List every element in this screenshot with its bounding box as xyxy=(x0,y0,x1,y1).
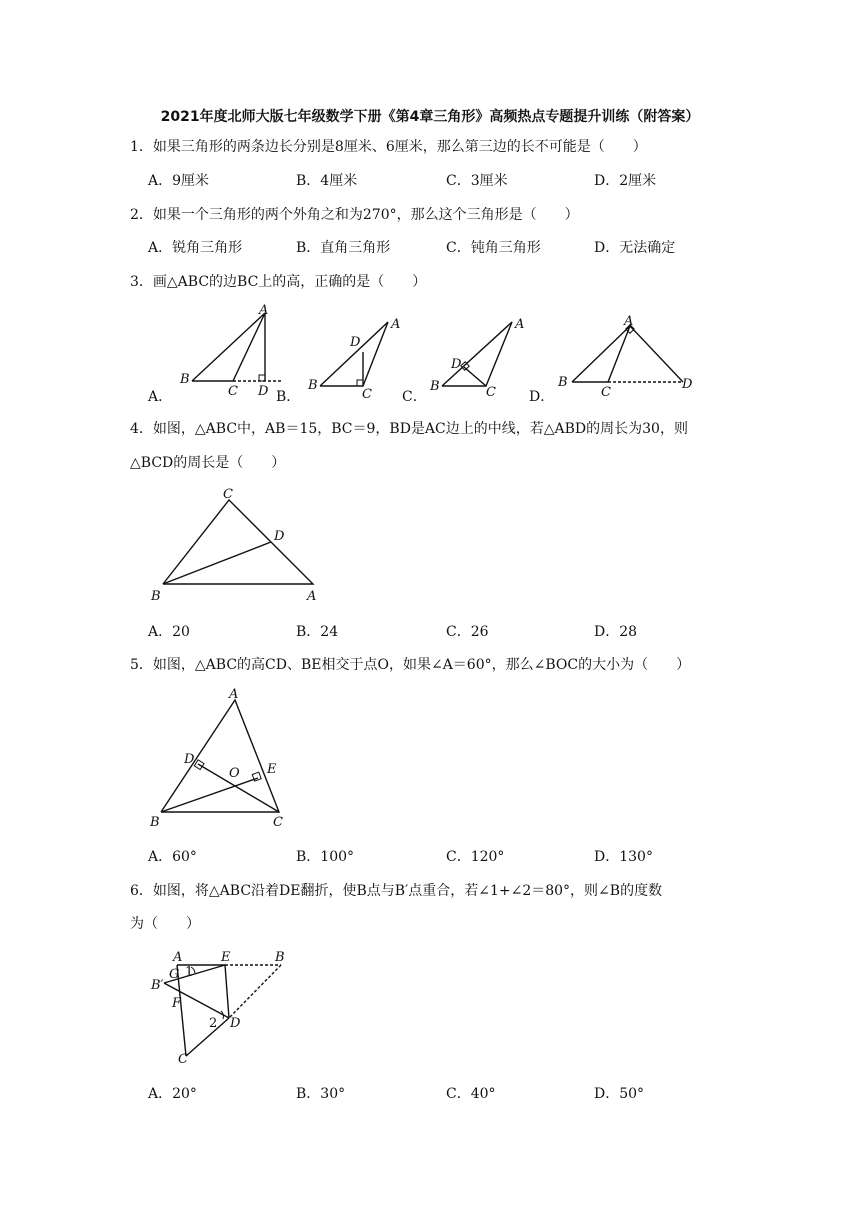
q4-label-c: C xyxy=(223,487,233,502)
q6-label-a: A xyxy=(173,950,183,965)
q6-label-e: E xyxy=(221,950,231,965)
q3c-label-a: A xyxy=(515,317,525,332)
q3b-label-d: D xyxy=(350,335,361,350)
question-2-option-d: D．无法确定 xyxy=(594,240,676,256)
q6-label-angle-1: 1 xyxy=(185,965,194,980)
question-1-option-b: B．4厘米 xyxy=(296,173,358,189)
q3c-label-c: C xyxy=(486,385,496,400)
question-3-option-a: A． xyxy=(148,389,173,405)
q6-label-c: C xyxy=(178,1052,188,1067)
q3b-label-b: B xyxy=(308,378,318,393)
q3-figure-c xyxy=(426,308,536,400)
question-4-option-b: B．24 xyxy=(296,624,339,640)
q5-label-d: D xyxy=(184,752,195,767)
q3b-label-a: A xyxy=(391,317,401,332)
question-1-option-d: D．2厘米 xyxy=(594,173,657,189)
q5-label-a: A xyxy=(229,687,239,702)
question-6-stem-line-1: 6．如图，将△ABC沿着DE翻折，使B点与B′点重合，若∠1+∠2＝80°，则∠B的度数 xyxy=(130,883,663,899)
q6-figure xyxy=(145,945,305,1065)
q6-label-b-prime: B′ xyxy=(151,978,164,993)
q5-label-c: C xyxy=(273,815,283,830)
question-2-option-b: B．直角三角形 xyxy=(296,240,391,256)
q6-label-g: G xyxy=(169,967,180,982)
q5-label-b: B xyxy=(150,815,160,830)
question-1-option-c: C．3厘米 xyxy=(446,173,508,189)
q4-label-b: B xyxy=(151,589,161,604)
q6-label-d: D xyxy=(230,1016,241,1031)
q3a-label-d: D xyxy=(258,384,269,399)
question-1-stem: 1．如果三角形的两条边长分别是8厘米、6厘米，那么第三边的长不可能是（ ） xyxy=(130,139,647,155)
q3a-label-c: C xyxy=(228,384,238,399)
question-5-stem: 5．如图，△ABC的高CD、BE相交于点O，如果∠A＝60°，那么∠BOC的大小为（ ） xyxy=(130,657,691,673)
question-3-stem: 3．画△ABC的边BC上的高，正确的是（ ） xyxy=(130,274,427,290)
question-2-stem: 2．如果一个三角形的两个外角之和为270°，那么这个三角形是（ ） xyxy=(130,207,579,223)
q6-label-angle-2: 2 xyxy=(209,1016,218,1031)
page-title: 2021年度北师大版七年级数学下册《第4章三角形》高频热点专题提升训练（附答案） xyxy=(160,109,700,125)
question-5-option-a: A．60° xyxy=(148,849,197,865)
q6-label-f: F xyxy=(172,996,182,1011)
question-3-option-c: C． xyxy=(402,389,427,405)
q3d-label-c: C xyxy=(601,385,611,400)
q3d-label-d: D xyxy=(682,377,693,392)
q4-figure xyxy=(145,480,335,610)
q5-label-o: O xyxy=(229,766,240,781)
question-4-option-a: A．20 xyxy=(148,624,190,640)
q3d-label-b: B xyxy=(558,375,568,390)
question-6-stem-line-2: 为（ ） xyxy=(130,916,200,932)
question-4-option-d: D．28 xyxy=(594,624,638,640)
q3a-label-a: A xyxy=(259,303,269,318)
question-3-option-d: D． xyxy=(529,389,555,405)
question-4-stem-line-1: 4．如图，△ABC中，AB＝15，BC＝9，BD是AC边上的中线，若△ABD的周长为30，则 xyxy=(130,421,688,437)
question-3-option-b: B． xyxy=(276,389,301,405)
q3a-label-b: B xyxy=(180,372,190,387)
question-1-option-a: A．9厘米 xyxy=(148,173,210,189)
question-5-option-b: B．100° xyxy=(296,849,355,865)
q6-label-b: B xyxy=(275,950,285,965)
question-5-option-d: D．130° xyxy=(594,849,653,865)
q3-figure-a xyxy=(175,300,285,400)
question-2-option-c: C．钝角三角形 xyxy=(446,240,541,256)
question-2-option-a: A．锐角三角形 xyxy=(148,240,243,256)
question-4-option-c: C．26 xyxy=(446,624,489,640)
q5-figure xyxy=(145,685,305,835)
question-4-stem-line-2: △BCD的周长是（ ） xyxy=(130,455,286,471)
q4-label-d: D xyxy=(274,529,285,544)
question-6-option-b: B．30° xyxy=(296,1086,346,1102)
q3b-label-c: C xyxy=(362,387,372,402)
question-5-option-c: C．120° xyxy=(446,849,505,865)
q3-figure-b xyxy=(300,308,410,400)
q3d-label-a: A xyxy=(624,314,634,329)
q3c-label-b: B xyxy=(430,379,440,394)
question-6-option-a: A．20° xyxy=(148,1086,197,1102)
q5-label-e: E xyxy=(267,762,277,777)
q4-label-a: A xyxy=(307,589,317,604)
q3c-label-d: D xyxy=(451,357,462,372)
question-6-option-d: D．50° xyxy=(594,1086,645,1102)
question-6-option-c: C．40° xyxy=(446,1086,496,1102)
q3-figure-d xyxy=(555,308,705,400)
